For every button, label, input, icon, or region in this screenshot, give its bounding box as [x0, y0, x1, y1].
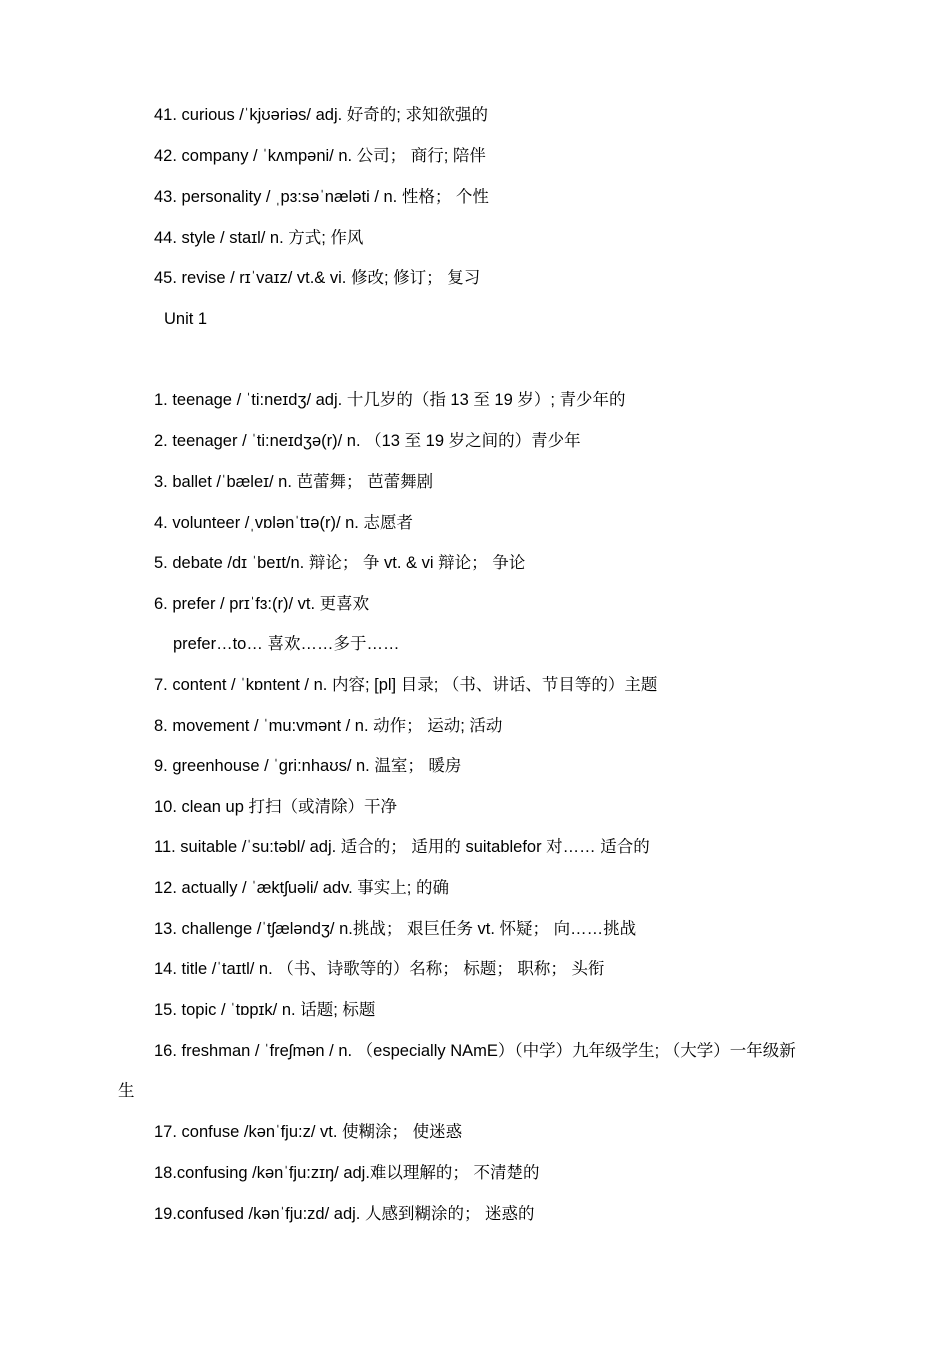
vocab-line-2: 2. teenager / ˈti:neɪdʒə(r)/ n. （13 至 19 岁之间的）青少年 — [154, 432, 581, 450]
vocab-line-44: 44. style / staɪl/ n. 方式; 作风 — [154, 229, 364, 247]
vocab-line-10: 10. clean up 打扫（或清除）干净 — [154, 798, 397, 816]
vocab-line-4: 4. volunteer /ˌvɒlənˈtɪə(r)/ n. 志愿者 — [154, 514, 413, 532]
unit-heading: Unit 1 — [164, 310, 208, 328]
vocab-line-7: 7. content / ˈkɒntent / n. 内容; [pl] 目录; （书、讲话、节目等的）主题 — [154, 676, 658, 694]
vocab-line-3: 3. ballet /ˈbæleɪ/ n. 芭蕾舞； 芭蕾舞剧 — [154, 473, 434, 491]
vocab-line-16: 16. freshman / ˈfreʃmən / n. （especially NAmE）（中学）九年级学生; （大学）一年级新 — [154, 1042, 796, 1060]
vocab-line-5: 5. debate /dɪ ˈbeɪt/n. 辩论； 争 vt. & vi 辩论； 争论 — [154, 554, 526, 572]
vocab-line-45: 45. revise / rɪˈvaɪz/ vt.& vi. 修改; 修订； 复习 — [154, 269, 481, 287]
vocab-line-41: 41. curious /ˈkjʊəriəs/ adj. 好奇的; 求知欲强的 — [154, 106, 488, 124]
vocab-line-6-phrase: prefer…to… 喜欢……多于…… — [173, 635, 400, 653]
vocab-line-8: 8. movement / ˈmu:vmənt / n. 动作； 运动; 活动 — [154, 717, 503, 735]
vocab-line-11: 11. suitable /ˈsu:təbl/ adj. 适合的； 适用的 suitablefor 对…… 适合的 — [154, 838, 650, 856]
vocab-line-9: 9. greenhouse / ˈgri:nhaʊs/ n. 温室； 暖房 — [154, 757, 462, 775]
vocab-line-43: 43. personality / ˌpɜ:səˈnæləti / n. 性格； 个性 — [154, 188, 489, 206]
vocab-line-16-continued: 生 — [118, 1082, 135, 1100]
vocab-line-12: 12. actually / ˈæktʃuəli/ adv. 事实上; 的确 — [154, 879, 449, 897]
vocab-line-19: 19.confused /kənˈfju:zd/ adj. 人感到糊涂的； 迷惑的 — [154, 1205, 535, 1223]
vocab-line-15: 15. topic / ˈtɒpɪk/ n. 话题; 标题 — [154, 1001, 376, 1019]
vocab-line-14: 14. title /ˈtaɪtl/ n. （书、诗歌等的）名称； 标题； 职称； 头衔 — [154, 960, 605, 978]
vocab-line-42: 42. company / ˈkʌmpəni/ n. 公司； 商行; 陪伴 — [154, 147, 486, 165]
vocab-line-13: 13. challenge /ˈtʃæləndʒ/ n.挑战； 艰巨任务 vt. 怀疑； 向……挑战 — [154, 920, 637, 938]
vocab-line-17: 17. confuse /kənˈfju:z/ vt. 使糊涂； 使迷惑 — [154, 1123, 463, 1141]
vocab-line-18: 18.confusing /kənˈfju:zɪŋ/ adj.难以理解的； 不清楚的 — [154, 1164, 540, 1182]
vocab-line-1: 1. teenage / ˈti:neɪdʒ/ adj. 十几岁的（指 13 至 19 岁）; 青少年的 — [154, 391, 626, 409]
vocab-line-6: 6. prefer / prɪˈfɜ:(r)/ vt. 更喜欢 — [154, 595, 370, 613]
